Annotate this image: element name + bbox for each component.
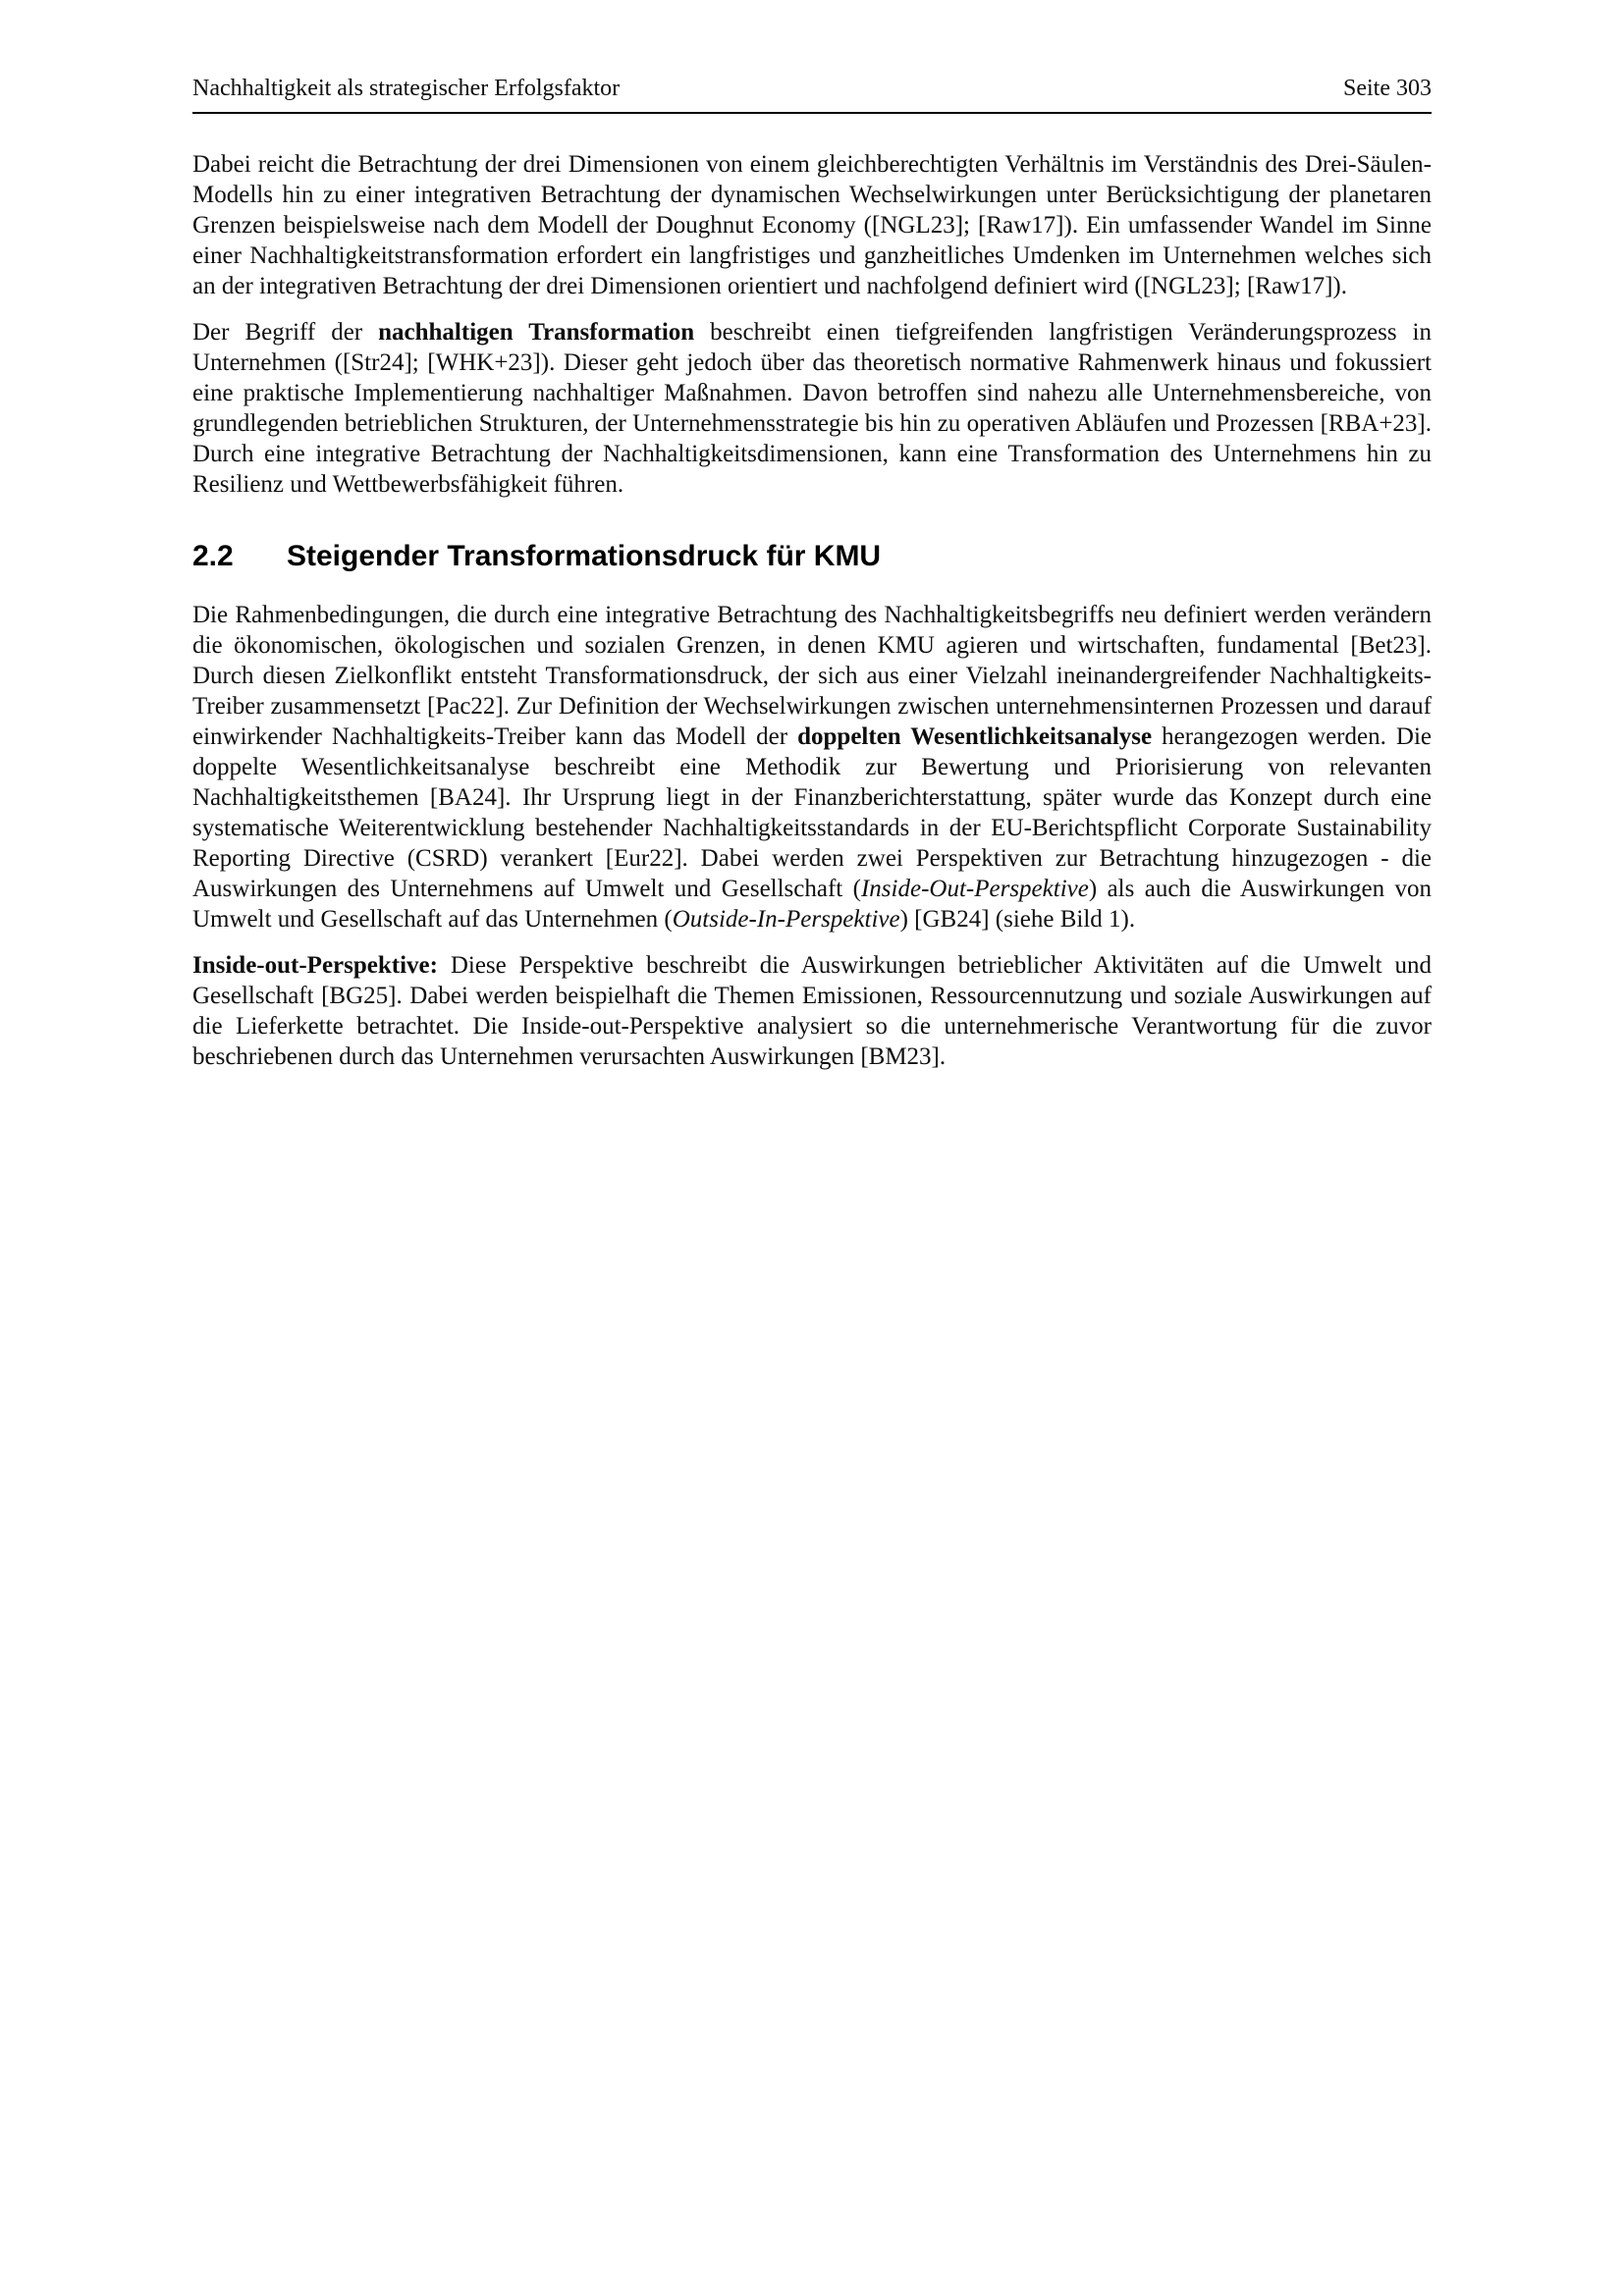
section-heading	[192, 539, 1432, 574]
text-run-bold: nachhaltigen Transformation	[378, 318, 695, 346]
text-run-italic: Outside-In-Perspektive	[672, 905, 900, 933]
section-title: Steigender Transformationsdruck für KMU	[287, 539, 882, 572]
text-run-bold: doppelten Wesentlichkeitsanalyse	[797, 722, 1153, 750]
text-run-italic: Inside-Out-Perspektive	[860, 875, 1089, 902]
page-number: Seite 303	[1343, 76, 1432, 101]
text-run: Diese Perspektive beschreibt die Auswirkungen betrieblicher Aktivitäten auf die Umwelt und Gesellschaft [BG25]. Dabei werden beispielhaft die Themen Emissionen, Ressourcennutzung und soziale Auswirkungen auf die Lieferkette betrachtet. Die Inside-out-Perspektive analysiert so die unternehmerische Verantwortung für die zuvor beschriebenen durch das Unternehmen verursachten Auswirkungen [BM23].	[192, 951, 1432, 1070]
text-run-bold: Inside-out-Perspektive:	[192, 951, 438, 979]
body-paragraph	[192, 149, 1432, 301]
page-header	[192, 0, 1432, 103]
text-run: ) [GB24] (siehe Bild 1).	[899, 905, 1136, 933]
body-paragraph	[192, 600, 1432, 934]
text-run: Dabei reicht die Betrachtung der drei Dimensionen von einem gleichberechtigten Verhältnis im Verständnis des Drei-Säulen-Modells hin zu einer integrativen Betrachtung der dynamischen Wechselwirkungen unter Berücksichtigung der planetaren Grenzen beispielsweise nach dem Modell der Doughnut Economy ([NGL23]; [Raw17]). Ein umfassender Wandel im Sinne einer Nachhaltigkeitstransformation erfordert ein langfristiges und ganzheitliches Umdenken im Unternehmen welches sich an der integrativen Betrachtung der drei Dimensionen orientiert und nachfolgend definiert wird ([NGL23]; [Raw17]).	[192, 150, 1432, 299]
text-run: beschreibt einen tiefgreifenden langfristigen Veränderungsprozess in Unternehmen ([Str24]; [WHK+23]). Dieser geht jedoch über das theoretisch normative Rahmenwerk hinaus und fokussiert eine praktische Implementierung nachhaltiger Maßnahmen. Davon betroffen sind nahezu alle Unternehmensbereiche, von grundlegenden betrieblichen Strukturen, der Unternehmensstrategie bis hin zu operativen Abläufen und Prozessen [RBA+23]. Durch eine integrative Betrachtung der Nachhaltigkeitsdimensionen, kann eine Transformation des Unternehmens hin zu Resilienz und Wettbewerbsfähigkeit führen.	[192, 318, 1432, 498]
text-run: Die Rahmenbedingungen, die durch eine integrative Betrachtung des Nachhaltigkeitsbegriffs neu definiert werden verändern die ökonomischen, ökologischen und sozialen Grenzen, in denen KMU agieren und wirtschaften, fundamental [Bet23]. Durch diesen Zielkonflikt entsteht Transformationsdruck, der sich aus einer Vielzahl ineinandergreifender Nachhaltigkeits-Treiber zusammensetzt [Pac22]. Zur Definition der Wechselwirkungen zwischen unternehmensinternen Prozessen und darauf einwirkender Nachhaltigkeits-Treiber kann das Modell der	[192, 601, 1432, 750]
running-title: Nachhaltigkeit als strategischer Erfolgsfaktor	[192, 76, 621, 101]
page-body	[192, 149, 1432, 1072]
text-run: herangezogen werden. Die doppelte Wesentlichkeitsanalyse beschreibt eine Methodik zur Bewertung und Priorisierung von relevanten Nachhaltigkeitsthemen [BA24]. Ihr Ursprung liegt in der Finanzberichterstattung, später wurde das Konzept durch eine systematische Weiterentwicklung bestehender Nachhaltigkeitsstandards in der EU-Berichtspflicht Corporate Sustainability Reporting Directive (CSRD) verankert [Eur22]. Dabei werden zwei Perspektiven zur Betrachtung hinzugezogen - die Auswirkungen des Unternehmens auf Umwelt und Gesellschaft (	[192, 722, 1432, 902]
text-run: ) als auch die Auswirkungen von Umwelt und Gesellschaft auf das Unternehmen (	[192, 875, 1433, 933]
body-paragraph	[192, 317, 1432, 500]
body-paragraph	[192, 950, 1432, 1072]
header-rule	[192, 112, 1432, 114]
text-run: Der Begriff der	[192, 318, 379, 346]
section-number: 2.2	[192, 539, 234, 572]
